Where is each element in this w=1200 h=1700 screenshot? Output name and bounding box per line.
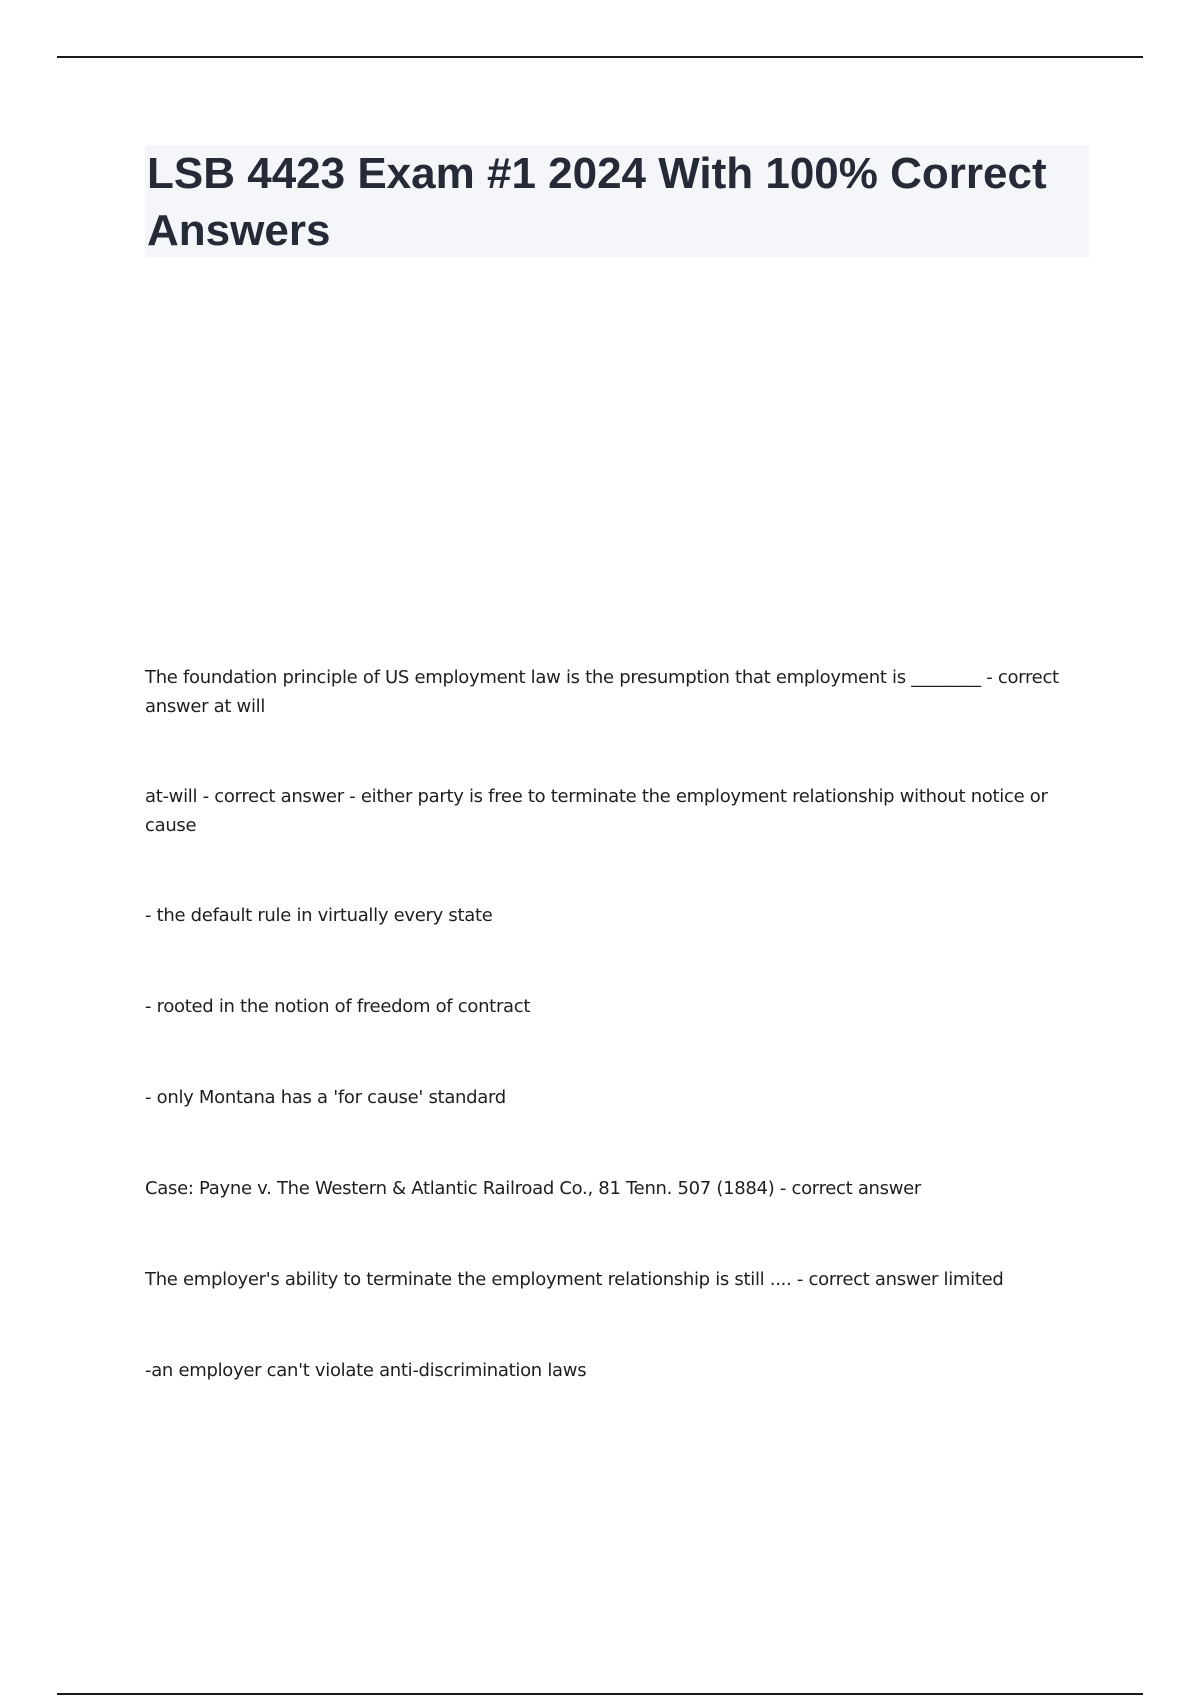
document-body [145, 663, 1090, 1385]
paragraph-freedom-of-contract: - rooted in the notion of freedom of contract [145, 996, 531, 1017]
paragraph-case-citation: Case: Payne v. The Western & Atlantic Railroad Co., 81 Tenn. 507 (1884) - correct answer [145, 1178, 922, 1199]
document-title: LSB 4423 Exam #1 2024 With 100% Correct Answers [147, 149, 1047, 255]
paragraph-montana-standard: - only Montana has a 'for cause' standard [145, 1087, 506, 1108]
paragraph-anti-discrimination: -an employer can't violate anti-discrimination laws [145, 1360, 587, 1381]
paragraph-termination-limited: The employer's ability to terminate the employment relationship is still .... - correct answer limited [145, 1269, 1004, 1290]
paragraph-default-rule: - the default rule in virtually every state [145, 905, 493, 926]
top-divider [57, 56, 1143, 58]
paragraph-at-will-definition: at-will - correct answer - either party is free to terminate the employment relationship without notice or cause [145, 786, 1048, 836]
bottom-divider [57, 1693, 1143, 1695]
paragraph-at-will-question: The foundation principle of US employment law is the presumption that employment is ________ - correct answer at will [145, 667, 1059, 717]
title-banner [145, 145, 1089, 257]
